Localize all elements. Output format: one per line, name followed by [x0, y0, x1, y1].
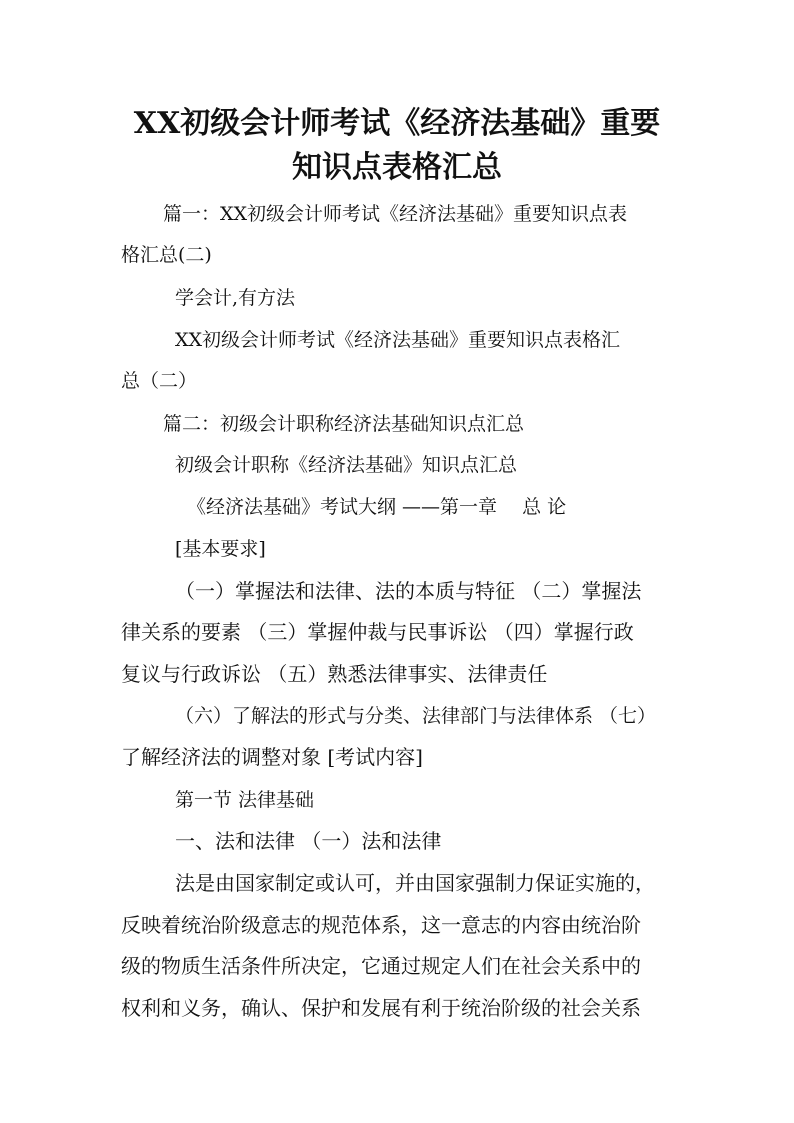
paragraph-line: （一）掌握法和法律、法的本质与特征 （二）掌握法: [175, 579, 642, 603]
paragraph-line: 学会计,有方法: [175, 287, 296, 309]
paragraph-line: 篇一：XX初级会计师考试《经济法基础》重要知识点表: [163, 203, 628, 225]
paragraph-line: 初级会计职称《经济法基础》知识点汇总: [175, 454, 518, 476]
document-title-line-1: XX初级会计师考试《经济法基础》重要: [133, 106, 661, 141]
paragraph-line: 格汇总(二): [121, 244, 212, 266]
paragraph-line: 法是由国家制定或认可，并由国家强制力保证实施的，: [175, 871, 655, 895]
paragraph-line: XX初级会计师考试《经济法基础》重要知识点表格汇: [175, 329, 621, 351]
paragraph-line: 级的物质生活条件所决定，它通过规定人们在社会关系中的: [121, 954, 641, 978]
section-heading: 第一节 法律基础: [175, 789, 315, 811]
paragraph-line: 权利和义务，确认、保护和发展有利于统治阶级的社会关系: [121, 996, 641, 1020]
paragraph-line: 反映着统治阶级意志的规范体系，这一意志的内容由统治阶: [121, 913, 641, 937]
paragraph-line: 总（二）: [121, 370, 198, 392]
paragraph-line: 了解经济法的调整对象 [考试内容]: [121, 745, 423, 769]
section-heading: 篇二：初级会计职称经济法基础知识点汇总: [163, 413, 525, 435]
paragraph-line: 律关系的要素 （三）掌握仲裁与民事诉讼 （四）掌握行政: [121, 620, 634, 644]
paragraph-line: 《经济法基础》考试大纲 ——第一章 总 论: [187, 496, 567, 518]
paragraph-line: [基本要求]: [175, 538, 266, 560]
paragraph-line: （六）了解法的形式与分类、法律部门与法律体系 （七）: [175, 705, 657, 727]
document-title-line-2: 知识点表格汇总: [292, 150, 502, 185]
paragraph-line: 一、法和法律 （一）法和法律: [175, 829, 442, 853]
paragraph-line: 复议与行政诉讼 （五）熟悉法律事实、法律责任: [121, 662, 548, 686]
